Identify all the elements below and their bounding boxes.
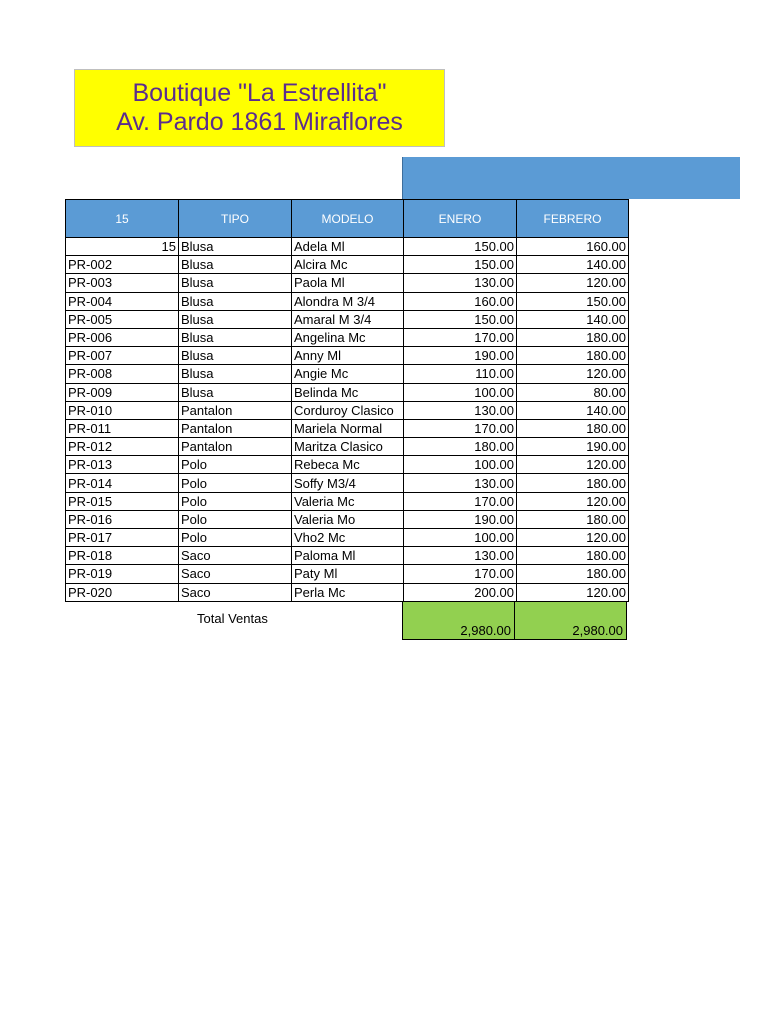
cell-tipo[interactable]: Pantalon bbox=[179, 401, 292, 419]
cell-tipo[interactable]: Polo bbox=[179, 474, 292, 492]
cell-febrero[interactable]: 120.00 bbox=[517, 274, 629, 292]
cell-febrero[interactable]: 180.00 bbox=[517, 474, 629, 492]
cell-febrero[interactable]: 120.00 bbox=[517, 456, 629, 474]
cell-modelo[interactable]: Adela Ml bbox=[292, 238, 404, 256]
table-row bbox=[66, 365, 629, 383]
cell-modelo[interactable]: Maritza Clasico bbox=[292, 438, 404, 456]
cell-enero[interactable]: 200.00 bbox=[404, 583, 517, 601]
cell-enero[interactable]: 170.00 bbox=[404, 565, 517, 583]
title-line-1: Boutique "La Estrellita" bbox=[132, 79, 387, 107]
cell-febrero[interactable]: 180.00 bbox=[517, 419, 629, 437]
cell-febrero[interactable]: 160.00 bbox=[517, 238, 629, 256]
cell-modelo[interactable]: Perla Mc bbox=[292, 583, 404, 601]
cell-febrero[interactable]: 180.00 bbox=[517, 328, 629, 346]
table-row bbox=[66, 419, 629, 437]
table-row bbox=[66, 510, 629, 528]
cell-tipo[interactable]: Blusa bbox=[179, 347, 292, 365]
cell-code[interactable]: PR-008 bbox=[66, 365, 179, 383]
cell-enero[interactable]: 100.00 bbox=[404, 456, 517, 474]
table-row bbox=[66, 492, 629, 510]
cell-tipo[interactable]: Blusa bbox=[179, 256, 292, 274]
cell-modelo[interactable]: Valeria Mc bbox=[292, 492, 404, 510]
cell-tipo[interactable]: Blusa bbox=[179, 274, 292, 292]
table-row bbox=[66, 238, 629, 256]
cell-febrero[interactable]: 120.00 bbox=[517, 492, 629, 510]
cell-code[interactable]: PR-016 bbox=[66, 510, 179, 528]
table-row bbox=[66, 383, 629, 401]
cell-modelo[interactable]: Amaral M 3/4 bbox=[292, 310, 404, 328]
title-box bbox=[74, 69, 445, 147]
cell-modelo[interactable]: Rebeca Mc bbox=[292, 456, 404, 474]
cell-enero[interactable]: 190.00 bbox=[404, 347, 517, 365]
table-row bbox=[66, 310, 629, 328]
cell-code[interactable]: PR-007 bbox=[66, 347, 179, 365]
table-row bbox=[66, 347, 629, 365]
cell-enero[interactable]: 130.00 bbox=[404, 274, 517, 292]
cell-enero[interactable]: 150.00 bbox=[404, 238, 517, 256]
cell-tipo[interactable]: Blusa bbox=[179, 238, 292, 256]
cell-enero[interactable]: 160.00 bbox=[404, 292, 517, 310]
cell-modelo[interactable]: Soffy M3/4 bbox=[292, 474, 404, 492]
cell-code[interactable]: PR-018 bbox=[66, 547, 179, 565]
cell-code[interactable]: PR-017 bbox=[66, 529, 179, 547]
table-row bbox=[66, 274, 629, 292]
cell-febrero[interactable]: 140.00 bbox=[517, 256, 629, 274]
cell-enero[interactable]: 130.00 bbox=[404, 474, 517, 492]
cell-febrero[interactable]: 140.00 bbox=[517, 310, 629, 328]
header-modelo[interactable]: MODELO bbox=[292, 200, 404, 238]
table-row bbox=[66, 438, 629, 456]
table-row bbox=[66, 328, 629, 346]
sales-table bbox=[65, 199, 629, 602]
cell-code[interactable]: PR-011 bbox=[66, 419, 179, 437]
header-febrero[interactable]: FEBRERO bbox=[517, 200, 629, 238]
table-row bbox=[66, 565, 629, 583]
cell-febrero[interactable]: 190.00 bbox=[517, 438, 629, 456]
table-row bbox=[66, 256, 629, 274]
cell-code[interactable]: PR-015 bbox=[66, 492, 179, 510]
cell-febrero[interactable]: 150.00 bbox=[517, 292, 629, 310]
total-febrero[interactable]: 2,980.00 bbox=[514, 601, 627, 640]
table-body bbox=[66, 238, 629, 602]
cell-code[interactable]: PR-012 bbox=[66, 438, 179, 456]
cell-febrero[interactable]: 120.00 bbox=[517, 583, 629, 601]
cell-modelo[interactable]: Paola Ml bbox=[292, 274, 404, 292]
cell-code[interactable]: PR-005 bbox=[66, 310, 179, 328]
cell-enero[interactable]: 130.00 bbox=[404, 401, 517, 419]
cell-modelo[interactable]: Valeria Mo bbox=[292, 510, 404, 528]
cell-modelo[interactable]: Vho2 Mc bbox=[292, 529, 404, 547]
cell-tipo[interactable]: Blusa bbox=[179, 383, 292, 401]
cell-tipo[interactable]: Saco bbox=[179, 547, 292, 565]
cell-modelo[interactable]: Alcira Mc bbox=[292, 256, 404, 274]
cell-tipo[interactable]: Blusa bbox=[179, 328, 292, 346]
cell-tipo[interactable]: Polo bbox=[179, 510, 292, 528]
cell-modelo[interactable]: Angie Mc bbox=[292, 365, 404, 383]
cell-code[interactable]: PR-019 bbox=[66, 565, 179, 583]
header-row bbox=[66, 200, 629, 238]
cell-enero[interactable]: 150.00 bbox=[404, 256, 517, 274]
cell-tipo[interactable]: Blusa bbox=[179, 292, 292, 310]
cell-febrero[interactable]: 80.00 bbox=[517, 383, 629, 401]
table-row bbox=[66, 583, 629, 601]
table-row bbox=[66, 547, 629, 565]
cell-febrero[interactable]: 120.00 bbox=[517, 529, 629, 547]
cell-code[interactable]: PR-002 bbox=[66, 256, 179, 274]
cell-tipo[interactable]: Pantalon bbox=[179, 419, 292, 437]
cell-modelo[interactable]: Belinda Mc bbox=[292, 383, 404, 401]
cell-tipo[interactable]: Saco bbox=[179, 583, 292, 601]
cell-febrero[interactable]: 180.00 bbox=[517, 547, 629, 565]
cell-tipo[interactable]: Blusa bbox=[179, 365, 292, 383]
cell-code[interactable]: 15 bbox=[66, 238, 179, 256]
header-enero[interactable]: ENERO bbox=[404, 200, 517, 238]
cell-code[interactable]: PR-009 bbox=[66, 383, 179, 401]
cell-tipo[interactable]: Pantalon bbox=[179, 438, 292, 456]
cell-enero[interactable]: 180.00 bbox=[404, 438, 517, 456]
cell-enero[interactable]: 150.00 bbox=[404, 310, 517, 328]
table-row bbox=[66, 292, 629, 310]
cell-modelo[interactable]: Paloma Ml bbox=[292, 547, 404, 565]
cell-code[interactable]: PR-020 bbox=[66, 583, 179, 601]
total-label: Total Ventas bbox=[197, 611, 268, 626]
cell-modelo[interactable]: Alondra M 3/4 bbox=[292, 292, 404, 310]
cell-modelo[interactable]: Mariela Normal bbox=[292, 419, 404, 437]
cell-code[interactable]: PR-003 bbox=[66, 274, 179, 292]
cell-code[interactable]: PR-014 bbox=[66, 474, 179, 492]
title-line-2: Av. Pardo 1861 Miraflores bbox=[116, 108, 403, 136]
cell-code[interactable]: PR-004 bbox=[66, 292, 179, 310]
cell-febrero[interactable]: 180.00 bbox=[517, 565, 629, 583]
table-row bbox=[66, 474, 629, 492]
cell-enero[interactable]: 100.00 bbox=[404, 383, 517, 401]
cell-enero[interactable]: 110.00 bbox=[404, 365, 517, 383]
cell-tipo[interactable]: Blusa bbox=[179, 310, 292, 328]
cell-febrero[interactable]: 180.00 bbox=[517, 347, 629, 365]
cell-modelo[interactable]: Paty Ml bbox=[292, 565, 404, 583]
table-row bbox=[66, 529, 629, 547]
cell-tipo[interactable]: Polo bbox=[179, 529, 292, 547]
cell-enero[interactable]: 190.00 bbox=[404, 510, 517, 528]
header-band bbox=[402, 157, 740, 199]
table-row bbox=[66, 456, 629, 474]
cell-febrero[interactable]: 140.00 bbox=[517, 401, 629, 419]
cell-enero[interactable]: 170.00 bbox=[404, 492, 517, 510]
cell-enero[interactable]: 170.00 bbox=[404, 419, 517, 437]
cell-code[interactable]: PR-013 bbox=[66, 456, 179, 474]
header-tipo[interactable]: TIPO bbox=[179, 200, 292, 238]
cell-code[interactable]: PR-010 bbox=[66, 401, 179, 419]
cell-enero[interactable]: 100.00 bbox=[404, 529, 517, 547]
table-row bbox=[66, 401, 629, 419]
cell-enero[interactable]: 170.00 bbox=[404, 328, 517, 346]
cell-febrero[interactable]: 120.00 bbox=[517, 365, 629, 383]
cell-tipo[interactable]: Saco bbox=[179, 565, 292, 583]
cell-enero[interactable]: 130.00 bbox=[404, 547, 517, 565]
cell-febrero[interactable]: 180.00 bbox=[517, 510, 629, 528]
cell-modelo[interactable]: Anny Ml bbox=[292, 347, 404, 365]
cell-modelo[interactable]: Angelina Mc bbox=[292, 328, 404, 346]
cell-tipo[interactable]: Polo bbox=[179, 492, 292, 510]
cell-tipo[interactable]: Polo bbox=[179, 456, 292, 474]
cell-modelo[interactable]: Corduroy Clasico bbox=[292, 401, 404, 419]
header-code[interactable]: 15 bbox=[66, 200, 179, 238]
cell-code[interactable]: PR-006 bbox=[66, 328, 179, 346]
total-enero[interactable]: 2,980.00 bbox=[402, 601, 515, 640]
